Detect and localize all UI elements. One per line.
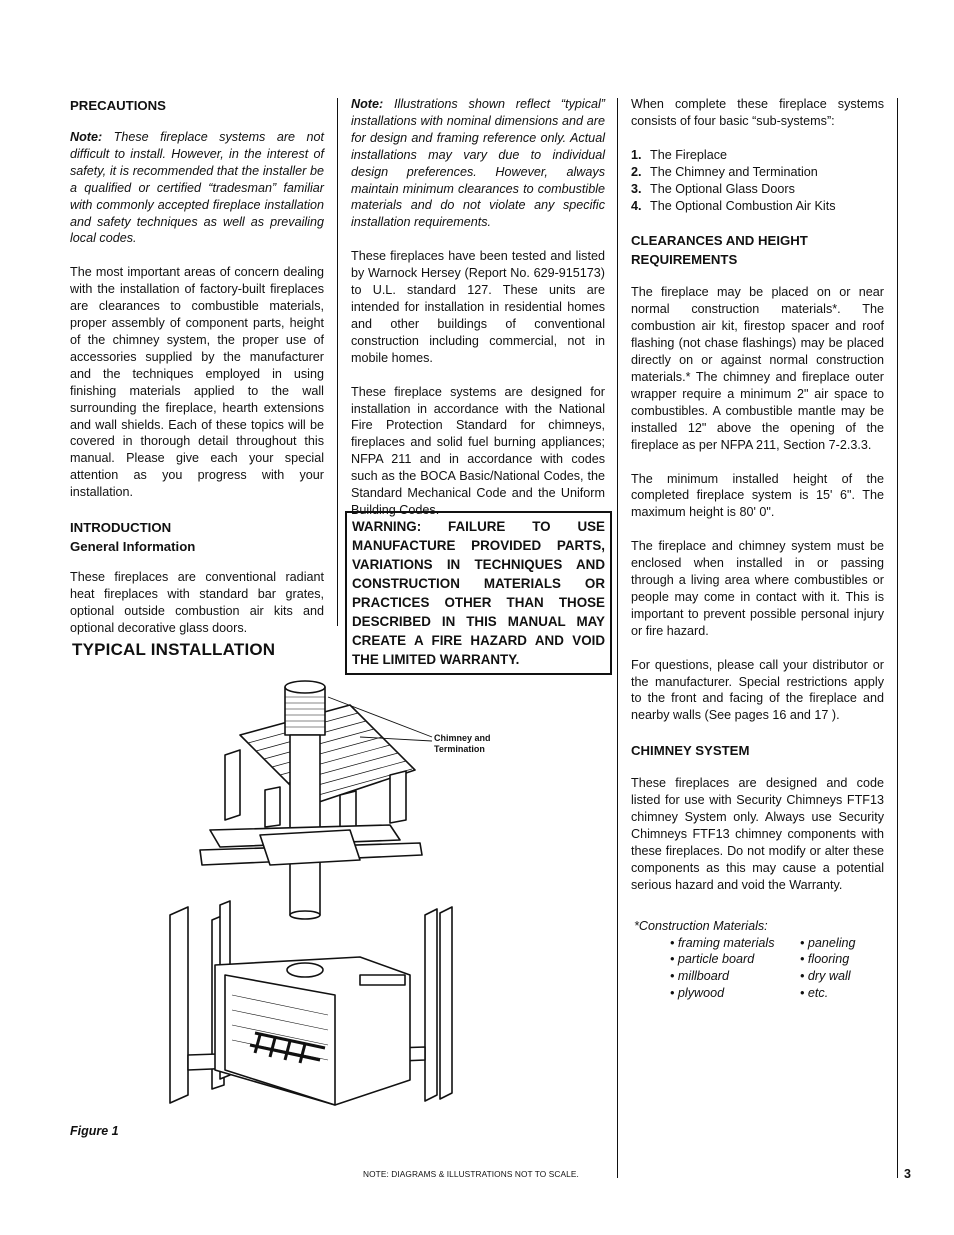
precautions-heading: PRECAUTIONS <box>70 98 166 113</box>
designed-paragraph: These fireplace systems are designed for installation in accordance with the National Fire Protection Standard for chimneys, fireplaces and solid fuel burning appliances; NFPA 211 and in accordance with codes such as the BOCA Basic/National Codes, the Standard Mechanical Code and the Uniform Building Codes. <box>351 384 605 517</box>
enclosed-paragraph: The fireplace and chimney system must be enclosed when installed in or passing through a living area where combustibles or people may come in contact with it. This is important to prevent possible personal injury or fire hazard. <box>631 539 884 638</box>
right-margin-rule <box>897 98 898 1178</box>
termination-cap <box>285 687 325 735</box>
footer-note: NOTE: DIAGRAMS & ILLUSTRATIONS NOT TO SCALE. <box>363 1169 579 1179</box>
note-text: Illustrations shown reflect “typical” installations with nominal dimensions and are for design and framing reference only. Actual installations may vary due to individual design preferences. However, always maintain minimum clearances to combustible materials and do not violate any specific installation requirements. <box>351 97 605 230</box>
warning-box: WARNING: FAILURE TO USE MANUFACTURE PROVIDED PARTS, VARIATIONS IN TECHNIQUES AND CONSTRUCTION MATERIALS OR PRACTICES OTHER THAN THOSE DESCRIBED IN THIS MANUAL MAY CREATE A FIRE HAZARD AND VOID THE LIMITED WARRANTY. <box>345 511 612 675</box>
material-item: • dry wall <box>800 969 851 984</box>
list-item: 1. The Fireplace <box>631 147 727 162</box>
callout-line-2: Termination <box>434 744 485 754</box>
note-text: These fireplace systems are not difficult to install. However, in the interest of safety, it is recommended that the installer be a qualified or certified “tradesman” familiar with commonly accepted fireplace installation and safety techniques as well as prevailing local codes. <box>70 130 324 246</box>
precautions-note <box>70 129 324 247</box>
materials-table <box>670 935 856 1003</box>
clearances-heading-line-1: CLEARANCES AND HEIGHT <box>631 233 808 249</box>
list-item: 3. The Optional Glass Doors <box>631 181 795 196</box>
chimney-system-heading: CHIMNEY SYSTEM <box>631 743 750 759</box>
column-middle <box>351 96 605 536</box>
list-item: 4. The Optional Combustion Air Kits <box>631 198 836 213</box>
clearances-heading-line-2: REQUIREMENTS <box>631 252 738 268</box>
construction-materials <box>634 918 884 1003</box>
subsystems-intro: When complete these fireplace systems consists of four basic “sub-systems”: <box>631 97 884 128</box>
material-item: • particle board <box>670 952 755 967</box>
general-paragraph: These fireplaces are conventional radiant heat fireplaces with standard bar grates, optional outside combustion air kits and optional decorative glass doors. <box>70 570 324 635</box>
page-number: 3 <box>904 1167 911 1181</box>
material-item: • plywood <box>670 986 725 1001</box>
note-label: Note: <box>70 130 103 144</box>
column-divider-1 <box>337 98 338 626</box>
clearances-heading <box>631 231 884 269</box>
chimney-paragraph: These fireplaces are designed and code listed for use with Security Chimneys FTF13 chimney System only. Always use Security Chimneys FTF13 chimney components with these fireplaces. Do not modify or alter these components as this may cause a potential serious hazard and void the Warranty. <box>631 776 884 892</box>
introduction-heading: INTRODUCTION <box>70 520 172 536</box>
material-item: • millboard <box>670 969 730 984</box>
callout-line-1: Chimney and <box>434 733 491 743</box>
material-item: • flooring <box>800 952 850 967</box>
materials-title: *Construction Materials: <box>634 918 768 933</box>
chimney-termination-callout <box>434 733 491 755</box>
material-item: • paneling <box>800 935 856 950</box>
column-right <box>631 96 884 1002</box>
general-information-heading: General Information <box>70 539 196 555</box>
tested-paragraph: These fireplaces have been tested and listed by Warnock Hersey (Report No. 629-915173) to U.L. standard 127. These units are intended for installation in residential homes and other buildings of conventional construction including commercial, not in mobile homes. <box>351 249 605 365</box>
note-label: Note: <box>351 97 384 111</box>
subsystems-list <box>631 147 884 215</box>
height-paragraph: The minimum installed height of the completed fireplace system is 15' 6". The maximum height is 80' 0". <box>631 471 884 520</box>
column-divider-2 <box>617 98 618 1178</box>
material-item: • etc. <box>800 986 829 1001</box>
material-item: • framing materials <box>670 935 775 950</box>
typical-installation-heading: TYPICAL INSTALLATION <box>72 640 276 659</box>
clearances-paragraph: The fireplace may be placed on or near normal construction materials*. The combustion air kit, firestop spacer and roof flashing (not chase flashings) may be placed directly on or against normal construction materials.* The chimney and fireplace outer wrapper require a minimum 2" air space to combustibles. A combustible mantle may be installed 12" above the opening of the fireplace as per NFPA 211, Section 7-2.3.3. <box>631 285 884 452</box>
column-left <box>70 96 324 654</box>
figure-label: Figure 1 <box>70 1124 119 1138</box>
questions-paragraph: For questions, please call your distributor or the manufacturer. Special restrictions apply to the front and facing of the fireplace and nearby walls (See pages 16 and 17 ). <box>631 657 884 723</box>
list-item: 2. The Chimney and Termination <box>631 164 818 179</box>
chimney-pipe <box>290 735 320 915</box>
concern-paragraph: The most important areas of concern dealing with the installation of factory-built fireplaces are clearances to combustible materials, proper assembly of component parts, height of the chimney system, the proper use of accessories supplied by the manufacturer and the techniques employed in using finishing materials applied to the wall surrounding the fireplace, hearth extensions and wall shields. Each of these topics will be covered in thorough detail throughout this manual. Please give each your special attention as you progress with your installation. <box>70 265 324 500</box>
illustrations-note <box>351 96 605 231</box>
